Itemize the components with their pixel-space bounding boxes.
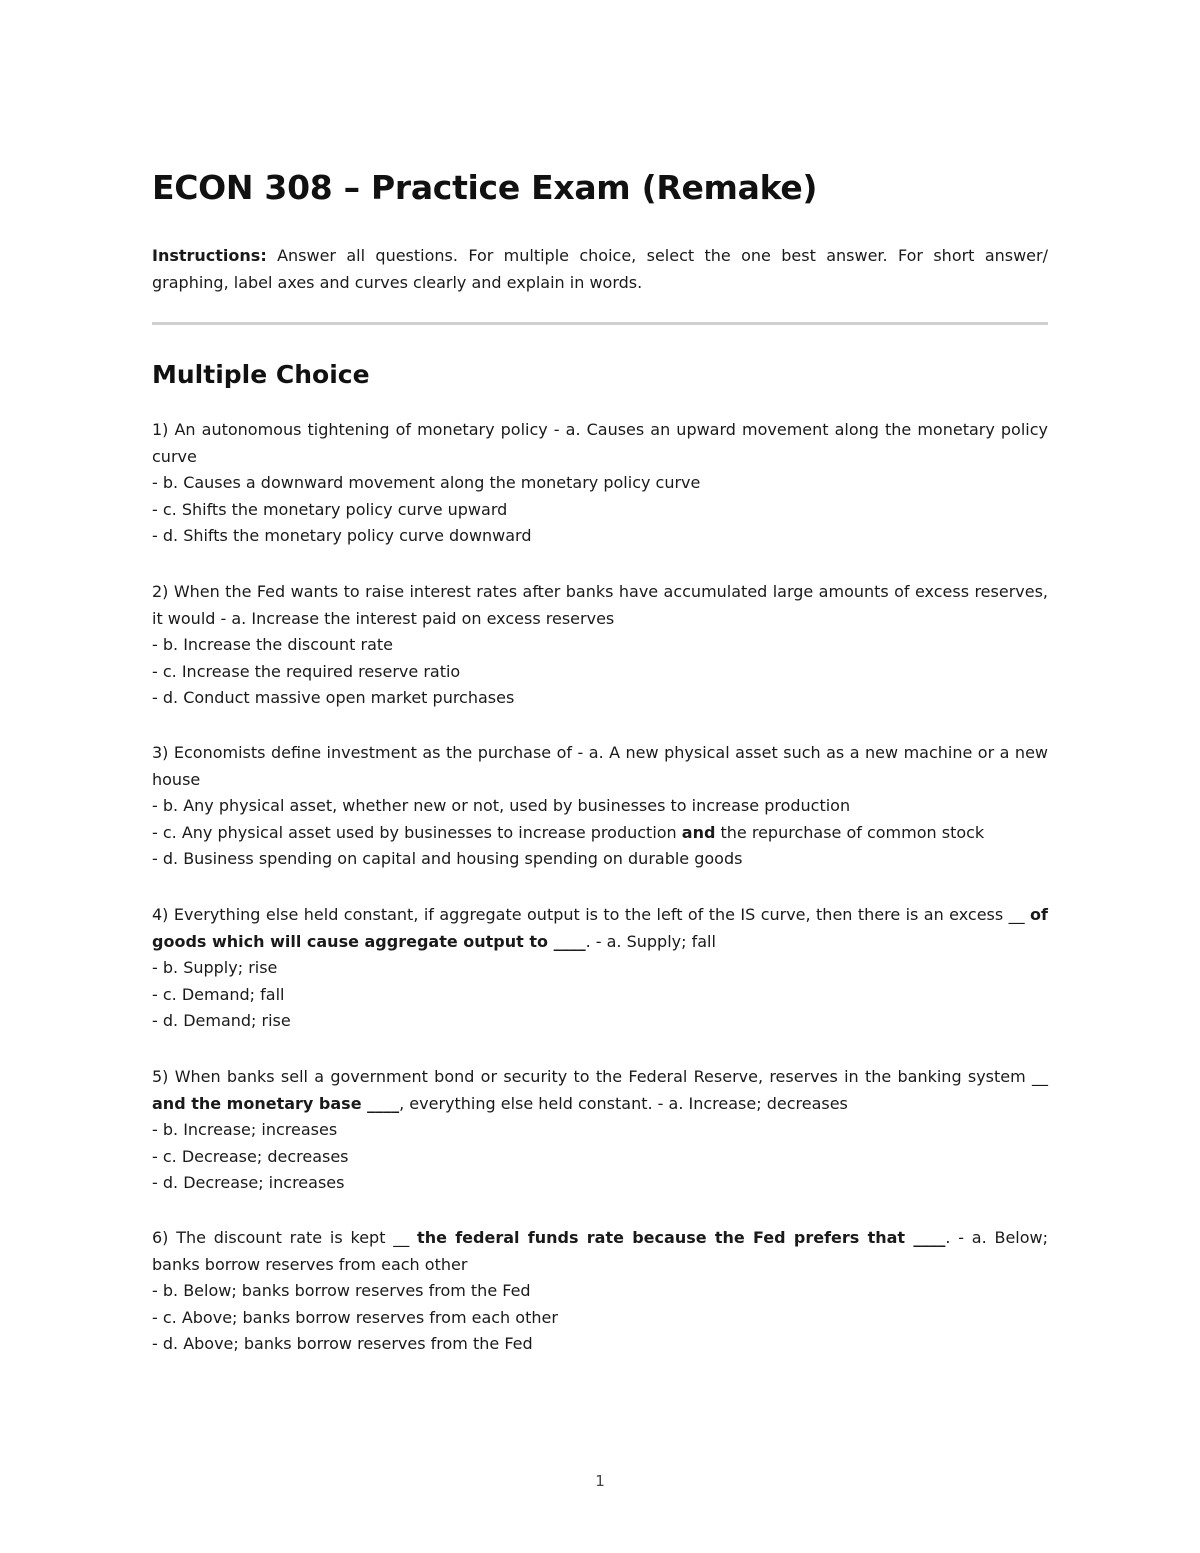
option-text: the repurchase of common stock — [715, 822, 985, 842]
answer-option-b: - b. Supply; rise — [152, 958, 278, 977]
answer-option-b: - b. Any physical asset, whether new or not, used by businesses to increase production — [152, 796, 851, 815]
option-text: - c. Any physical asset used by businesses to increase production — [152, 822, 682, 842]
stem-emphasis: and the monetary base ____ — [152, 1093, 400, 1113]
instructions-text: Answer all questions. For multiple choice, select the one best answer. For short answer/ graphing, label axes and curves clearly and explain in words. — [152, 246, 1048, 292]
answer-option-c: - c. Shifts the monetary policy curve upward — [152, 499, 508, 519]
answer-option-d: - d. Business spending on capital and housing spending on durable goods — [152, 849, 743, 868]
question-2 — [152, 579, 1048, 712]
question-stem: 1) An autonomous tightening of monetary policy - a. Causes an upward movement along the monetary policy curve — [152, 420, 1048, 466]
answer-option-c — [152, 820, 1048, 847]
answer-option-b: - b. Below; banks borrow reserves from the Fed — [152, 1281, 531, 1300]
question-stem: 2) When the Fed wants to raise interest rates after banks have accumulated large amounts of excess reserves, it would - a. Increase the interest paid on excess reserves — [152, 582, 1048, 628]
question-5 — [152, 1064, 1048, 1197]
question-stem — [152, 1225, 1048, 1278]
answer-option-d: - d. Decrease; increases — [152, 1173, 345, 1192]
question-stem: 3) Economists define investment as the purchase of - a. A new physical asset such as a new machine or a new house — [152, 743, 1048, 789]
question-stem — [152, 902, 1048, 955]
answer-option-c: - c. Demand; fall — [152, 984, 285, 1004]
page-title: ECON 308 – Practice Exam (Remake) — [152, 168, 818, 207]
stem-text: . - a. Supply; fall — [585, 931, 716, 951]
stem-text: , everything else held constant. - a. Increase; decreases — [399, 1093, 848, 1113]
question-1 — [152, 417, 1048, 550]
stem-emphasis: of goods which will cause aggregate output to ____ — [152, 905, 1048, 951]
stem-text: . - a. Below; banks borrow reserves from each other — [152, 1228, 1048, 1274]
answer-option-d: - d. Conduct massive open market purchases — [152, 688, 515, 707]
answer-option-b: - b. Increase the discount rate — [152, 635, 393, 654]
section-heading-multiple-choice: Multiple Choice — [152, 360, 370, 389]
stem-text: 6) The discount rate is kept __ — [152, 1228, 418, 1247]
instructions-label: Instructions: — [152, 246, 267, 265]
stem-emphasis: the federal funds rate because the Fed prefers that ____ — [417, 1228, 946, 1247]
answer-option-d: - d. Demand; rise — [152, 1011, 291, 1030]
horizontal-divider — [152, 322, 1048, 325]
stem-text: 5) When banks sell a government bond or security to the Federal Reserve, reserves in the banking system __ — [152, 1067, 1048, 1086]
question-6 — [152, 1225, 1048, 1358]
question-3 — [152, 740, 1048, 873]
answer-option-d: - d. Above; banks borrow reserves from the Fed — [152, 1334, 533, 1353]
answer-option-c: - c. Decrease; decreases — [152, 1146, 349, 1166]
page-number: 1 — [595, 1472, 605, 1490]
answer-option-c: - c. Increase the required reserve ratio — [152, 661, 461, 681]
question-stem — [152, 1064, 1048, 1117]
answer-option-b: - b. Causes a downward movement along the monetary policy curve — [152, 473, 701, 492]
answer-option-d: - d. Shifts the monetary policy curve downward — [152, 526, 532, 545]
answer-option-c: - c. Above; banks borrow reserves from each other — [152, 1307, 558, 1327]
question-4 — [152, 902, 1048, 1035]
stem-text: 4) Everything else held constant, if aggregate output is to the left of the IS curve, then there is an excess __ — [152, 905, 1031, 924]
instructions-paragraph — [152, 243, 1048, 296]
option-emphasis: and — [681, 822, 716, 842]
answer-option-b: - b. Increase; increases — [152, 1120, 338, 1139]
